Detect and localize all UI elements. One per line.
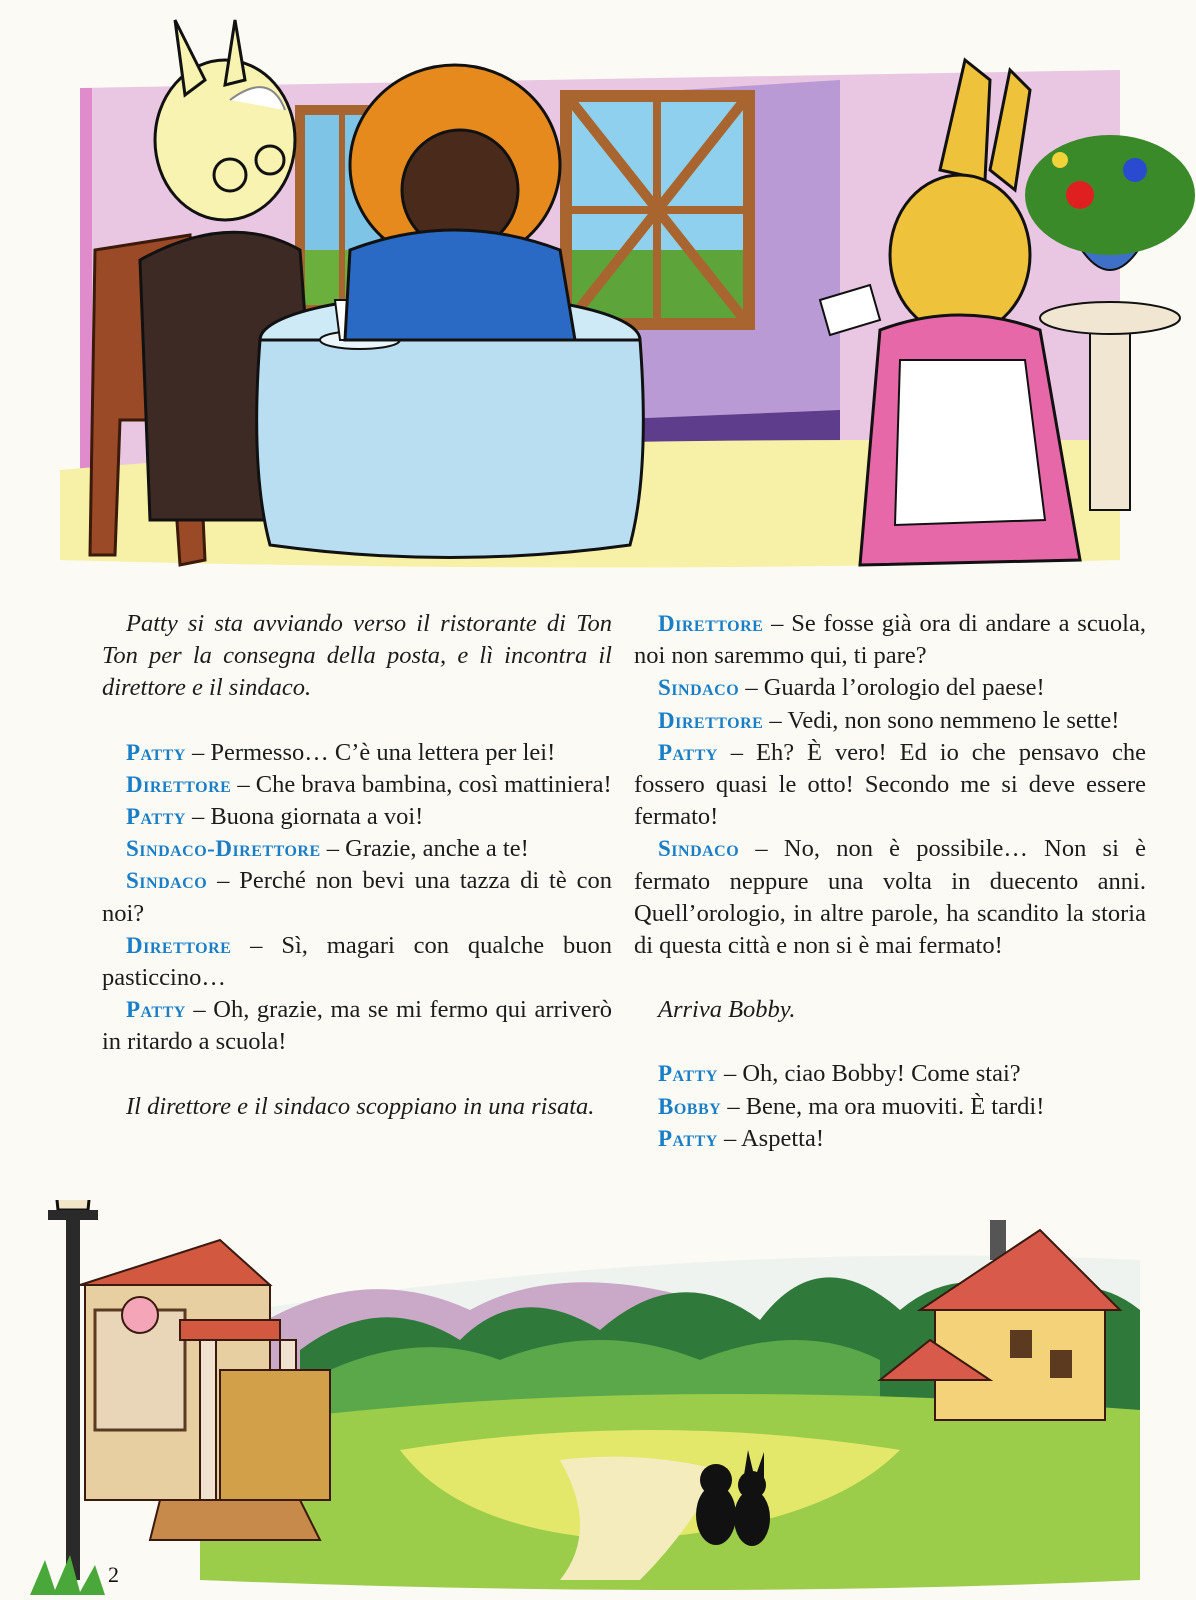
dialogue-line: Patty – Oh, ciao Bobby! Come stai? — [658, 1060, 1021, 1088]
dialogue-line: Direttore – Che brava bambina, così mattiniera! — [126, 770, 612, 798]
dialogue-line: Patty – Permesso… C’è una lettera per lei! — [126, 738, 556, 766]
dialogue-line: Sindaco-Direttore – Grazie, anche a te! — [126, 835, 529, 863]
speaker-label: Sindaco-Direttore — [126, 836, 321, 862]
left-text-column — [102, 608, 612, 1123]
village-illustration — [0, 1200, 1196, 1600]
dialogue-line: Direttore – Se fosse già ora di andare a scuola, noi non saremmo qui, ti pare? — [634, 610, 1146, 670]
dialogue-line: Patty – Oh, grazie, ma se mi fermo qui arriverò in ritardo a scuola! — [102, 996, 612, 1056]
speaker-label: Sindaco — [658, 836, 740, 862]
dialogue-line: Bobby – Bene, ma ora muoviti. È tardi! — [658, 1092, 1045, 1120]
speaker-label: Patty — [126, 804, 186, 830]
narration-arrive: Arriva Bobby. — [658, 996, 796, 1024]
speaker-label: Patty — [658, 1061, 718, 1087]
dialogue-line: Direttore – Sì, magari con qualche buon pasticcino… — [102, 931, 613, 992]
dialogue-line: Sindaco – Guarda l’orologio del paese! — [658, 674, 1045, 702]
dialogue-line: Sindaco – Perché non bevi una tazza di tè con noi? — [102, 867, 613, 927]
speaker-label: Bobby — [658, 1093, 722, 1119]
dialogue-line: Sindaco – No, non è possibile… Non si è fermato neppure una volta in duecento anni. Quell’orologio, in altre parole, ha scandito la storia di questa città e non si è mai fermato! — [634, 835, 1147, 960]
speaker-label: Direttore — [126, 771, 232, 797]
speaker-label: Patty — [658, 1125, 718, 1151]
speaker-label: Direttore — [658, 611, 764, 636]
narration-laugh: Il direttore e il sindaco scoppiano in una risata. — [126, 1092, 595, 1120]
dialogue-line: Direttore – Vedi, non sono nemmeno le sette! — [658, 706, 1120, 734]
tearoom-illustration — [0, 0, 1196, 600]
speaker-label: Patty — [658, 739, 718, 765]
speaker-label: Direttore — [658, 707, 764, 733]
right-text-column — [634, 608, 1146, 1155]
lion-mayor — [345, 65, 575, 340]
page-number: 2 — [108, 1562, 119, 1587]
speaker-label: Direttore — [126, 932, 232, 958]
speaker-label: Sindaco — [658, 675, 740, 701]
speaker-label: Patty — [126, 997, 186, 1023]
window-right — [560, 90, 755, 330]
dialogue-line: Patty – Aspetta! — [658, 1124, 824, 1152]
dialogue-line: Patty – Buona giornata a voi! — [126, 803, 424, 831]
speaker-label: Sindaco — [126, 868, 208, 894]
narration-intro: Patty si sta avviando verso il ristorante di Ton Ton per la consegna della posta, e lì incontra il direttore e il sindaco. — [102, 610, 612, 702]
dialogue-line: Patty – Eh? È vero! Ed io che pensavo che fossero quasi le otto! Secondo me si deve essere fermato! — [634, 738, 1146, 831]
speaker-label: Patty — [126, 739, 186, 765]
restaurant-building — [80, 1240, 330, 1540]
